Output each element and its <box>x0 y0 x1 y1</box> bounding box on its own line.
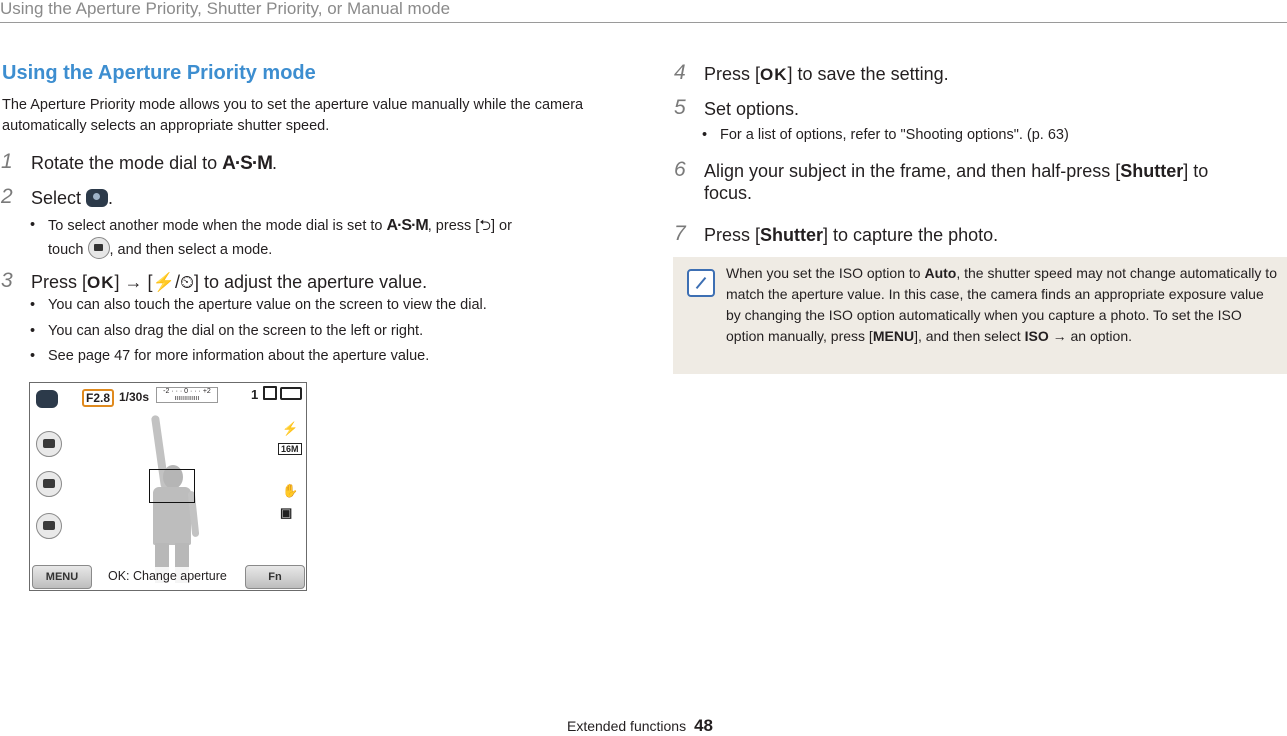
fn-button: Fn <box>245 565 305 589</box>
section-title: Using the Aperture Priority mode <box>2 62 316 84</box>
bullet-text: touch <box>48 242 88 258</box>
ok-icon: OK <box>87 273 115 292</box>
step-number: 7 <box>674 222 686 245</box>
exposure-scale-ticks: ııııııııııııı <box>174 395 200 402</box>
step-text: ] to adjust the aperture value. <box>194 272 428 292</box>
aperture-mode-icon <box>36 390 58 408</box>
step-text: Press [ <box>704 64 761 84</box>
shooting-mode-icon <box>88 237 110 259</box>
note-text-part: → an option. <box>1048 328 1132 344</box>
menu-button: MENU <box>32 565 92 589</box>
step-number: 6 <box>674 158 686 181</box>
step-7 <box>674 222 999 246</box>
ok-change-aperture-hint: OK: Change aperture <box>108 569 227 583</box>
step-5 <box>674 96 800 120</box>
step-number: 1 <box>1 150 13 173</box>
step-text: Select <box>31 188 87 208</box>
step-text: ] to save the setting. <box>787 64 949 84</box>
shutter-key: Shutter <box>760 225 824 245</box>
note-text-part: When you set the ISO option to <box>726 265 925 281</box>
bullet-text: For a list of options, refer to "Shooting options". (p. 63) <box>720 127 1069 143</box>
playback-icon <box>36 513 62 539</box>
asm-mode-icon: A·S·M <box>386 217 428 234</box>
bullet-text: To select another mode when the mode dial is set to <box>48 218 387 234</box>
note-icon <box>687 269 715 297</box>
step-text: Align your subject in the frame, and then half-press [ <box>704 161 1121 181</box>
focus-frame <box>149 469 195 503</box>
page-footer <box>567 716 713 736</box>
bullet-dot: • <box>30 217 36 233</box>
step-text: Press [ <box>704 225 761 245</box>
step-4 <box>674 61 949 86</box>
step-text: ] → [ <box>114 272 153 292</box>
page-number: 48 <box>694 716 714 735</box>
ok-icon: OK <box>760 65 788 84</box>
step-number: 4 <box>674 61 686 84</box>
step-text: focus. <box>704 183 753 203</box>
step-text: Press [ <box>31 272 88 292</box>
shutter-speed: 1/30s <box>119 390 150 404</box>
note-text-part: ], and then select <box>914 328 1025 344</box>
shutter-key: Shutter <box>1120 161 1184 181</box>
step-2-bullet <box>30 215 608 261</box>
resolution-icon: 16M <box>278 443 302 455</box>
flash-icon: ⚡ <box>282 421 299 436</box>
exposure-scale-labels: -2 · · · 0 · · · +2 <box>163 388 211 395</box>
footer-label: Extended functions <box>567 718 687 734</box>
bullet-dot: • <box>30 297 36 313</box>
metering-icon: ▣ <box>280 505 293 520</box>
auto-option: Auto <box>924 265 957 281</box>
step-number: 5 <box>674 96 686 119</box>
step-3 <box>1 269 428 294</box>
back-icon: ⮌ <box>479 218 491 234</box>
step-6 <box>674 158 1264 204</box>
header-rule <box>0 22 1287 23</box>
step-text: . <box>272 153 278 173</box>
step-1 <box>1 150 278 175</box>
bullet-text: See page 47 for more information about the aperture value. <box>48 348 430 364</box>
shooting-mode-icon <box>36 431 62 457</box>
bullet-text: , and then select a mode. <box>109 242 273 258</box>
battery-icon <box>280 387 302 400</box>
aperture-mode-icon <box>86 189 108 207</box>
note-text-part: , the shutter speed may not change automatically to match the aperture value. In this case, the camera finds an appropriate exposure value by changing the ISO option automatically when you capture a photo. To set the ISO option manually, press [ <box>726 265 1277 344</box>
step-text: ] to <box>1183 161 1209 181</box>
menu-key: MENU <box>872 328 915 344</box>
step-text: ] to capture the photo. <box>823 225 999 245</box>
ois-icon: ✋ <box>282 483 299 498</box>
camera-screen-illustration <box>29 382 307 591</box>
step-number: 3 <box>1 269 13 292</box>
bullet-text: You can also touch the aperture value on the screen to view the dial. <box>48 297 487 313</box>
bullet-dot: • <box>30 348 36 364</box>
shot-count: 1 <box>251 387 259 402</box>
note-box <box>673 257 1287 374</box>
step-3-bullet <box>30 346 430 367</box>
step-text: Set options. <box>704 99 800 119</box>
asm-mode-icon: A·S·M <box>222 153 273 174</box>
step-text: / <box>174 272 180 292</box>
bullet-text: You can also drag the dial on the screen to the left or right. <box>48 323 424 339</box>
timer-icon: ⏲ <box>179 272 195 292</box>
running-header: Using the Aperture Priority, Shutter Priority, or Manual mode <box>0 0 451 18</box>
bullet-dot: • <box>702 127 708 143</box>
step-2 <box>1 185 114 209</box>
memory-card-icon <box>263 386 277 400</box>
bullet-text: ] or <box>490 218 512 234</box>
step-number: 2 <box>1 185 13 208</box>
step-3-bullet <box>30 321 424 342</box>
bullet-dot: • <box>30 323 36 339</box>
step-text: Rotate the mode dial to <box>31 153 223 173</box>
note-text <box>726 263 1282 347</box>
smart-filter-icon <box>36 471 62 497</box>
iso-option: ISO <box>1024 328 1049 344</box>
exposure-scale <box>156 387 218 403</box>
step-3-bullet <box>30 295 487 316</box>
step-5-bullet <box>702 125 1069 146</box>
bullet-text: , press [ <box>427 218 480 234</box>
flash-icon: ⚡ <box>152 272 175 292</box>
step-text: . <box>108 188 114 208</box>
section-intro: The Aperture Priority mode allows you to set the aperture value manually while the camera automatically selects an appropriate shutter speed. <box>2 97 584 134</box>
aperture-value: F2.8 <box>82 389 114 407</box>
